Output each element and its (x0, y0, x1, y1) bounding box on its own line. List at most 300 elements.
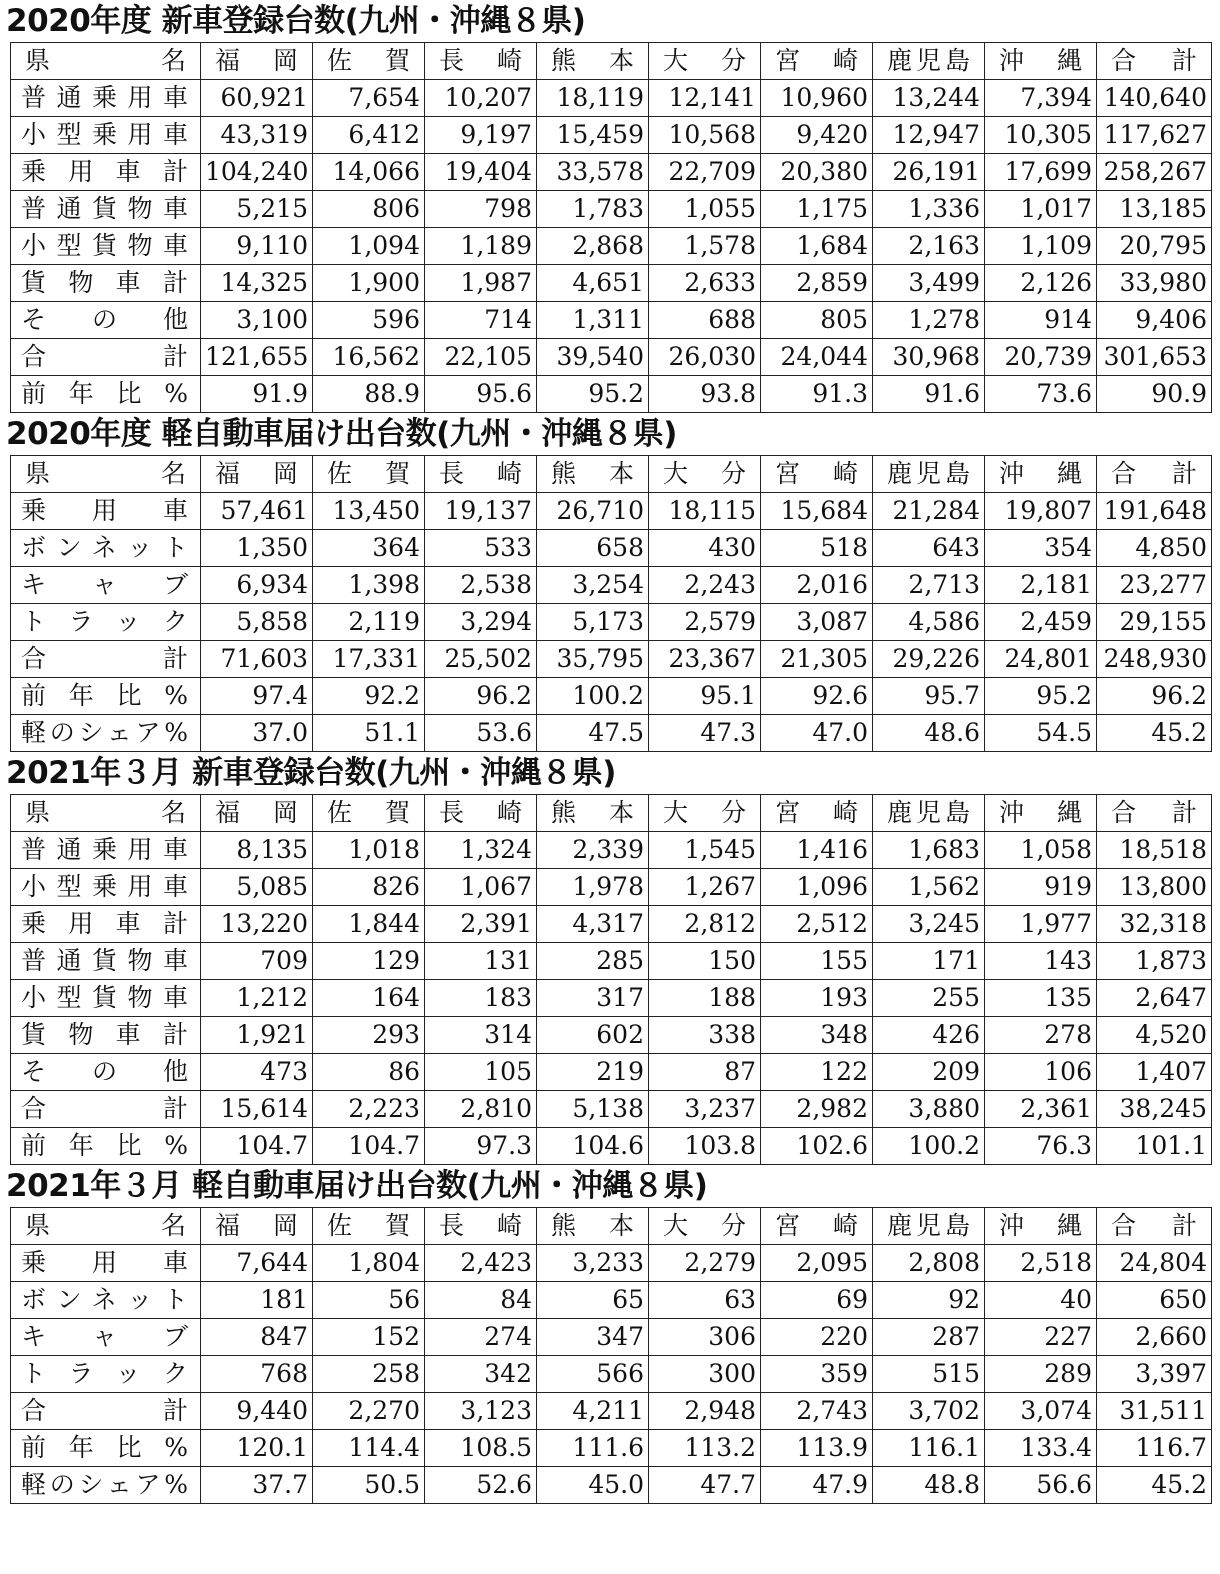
table-cell: 2,743 (761, 1393, 873, 1430)
row-label: 軽のシェア% (11, 715, 201, 752)
table-row (11, 567, 1212, 604)
table-cell: 45.2 (1097, 1467, 1212, 1504)
table-cell: 1,278 (873, 302, 985, 339)
table-cell: 3,254 (537, 567, 649, 604)
table-cell: 95.6 (425, 376, 537, 413)
table-cell: 90.9 (1097, 376, 1212, 413)
column-header: 県名 (11, 1208, 201, 1245)
table-cell: 19,404 (425, 154, 537, 191)
table-cell: 88.9 (313, 376, 425, 413)
table-cell: 805 (761, 302, 873, 339)
table-row (11, 117, 1212, 154)
table-cell: 9,110 (201, 228, 313, 265)
table-cell: 2,518 (985, 1245, 1097, 1282)
table-cell: 102.6 (761, 1128, 873, 1165)
row-label: 貨物車計 (11, 265, 201, 302)
column-header: 県名 (11, 795, 201, 832)
table-cell: 1,416 (761, 832, 873, 869)
table-cell: 38,245 (1097, 1091, 1212, 1128)
table-cell: 364 (313, 530, 425, 567)
table-cell: 129 (313, 943, 425, 980)
table-cell: 338 (649, 1017, 761, 1054)
table-cell: 16,562 (313, 339, 425, 376)
table-cell: 6,412 (313, 117, 425, 154)
column-header: 鹿児島 (873, 795, 985, 832)
table-cell: 1,017 (985, 191, 1097, 228)
table-cell: 73.6 (985, 376, 1097, 413)
table-cell: 798 (425, 191, 537, 228)
table-cell: 1,684 (761, 228, 873, 265)
table-cell: 23,277 (1097, 567, 1212, 604)
table-row (11, 493, 1212, 530)
table-cell: 21,305 (761, 641, 873, 678)
table-cell: 2,579 (649, 604, 761, 641)
table-cell: 643 (873, 530, 985, 567)
table-cell: 1,109 (985, 228, 1097, 265)
column-header: 沖縄 (985, 456, 1097, 493)
table-cell: 116.1 (873, 1430, 985, 1467)
table-cell: 104.7 (313, 1128, 425, 1165)
data-table (10, 42, 1212, 413)
table-row (11, 1393, 1212, 1430)
table-cell: 93.8 (649, 376, 761, 413)
table-cell: 97.4 (201, 678, 313, 715)
table-cell: 13,800 (1097, 869, 1212, 906)
table-cell: 33,578 (537, 154, 649, 191)
row-label: 軽のシェア% (11, 1467, 201, 1504)
table-cell: 121,655 (201, 339, 313, 376)
table-cell: 91.3 (761, 376, 873, 413)
table-cell: 533 (425, 530, 537, 567)
table-cell: 29,226 (873, 641, 985, 678)
table-cell: 2,713 (873, 567, 985, 604)
column-header: 大分 (649, 456, 761, 493)
table-cell: 1,350 (201, 530, 313, 567)
table-cell: 2,223 (313, 1091, 425, 1128)
table-cell: 596 (313, 302, 425, 339)
table-cell: 1,804 (313, 1245, 425, 1282)
table-cell: 60,921 (201, 80, 313, 117)
table-cell: 100.2 (873, 1128, 985, 1165)
table-cell: 306 (649, 1319, 761, 1356)
table-cell: 100.2 (537, 678, 649, 715)
row-label: 小型貨物車 (11, 228, 201, 265)
header-row (11, 795, 1212, 832)
table-cell: 2,808 (873, 1245, 985, 1282)
table-cell: 658 (537, 530, 649, 567)
table-cell: 45.2 (1097, 715, 1212, 752)
table-cell: 354 (985, 530, 1097, 567)
table-cell: 50.5 (313, 1467, 425, 1504)
section-title: 2020年度 軽自動車届け出台数(九州・沖縄８県) (6, 416, 677, 452)
column-header: 大分 (649, 1208, 761, 1245)
table-cell: 24,801 (985, 641, 1097, 678)
table-cell: 430 (649, 530, 761, 567)
column-header: 宮崎 (761, 43, 873, 80)
table-cell: 6,934 (201, 567, 313, 604)
table-cell: 4,520 (1097, 1017, 1212, 1054)
table-cell: 25,502 (425, 641, 537, 678)
column-header: 合計 (1097, 795, 1212, 832)
table-cell: 2,391 (425, 906, 537, 943)
table-row (11, 1430, 1212, 1467)
column-header: 長崎 (425, 43, 537, 80)
table-cell: 1,212 (201, 980, 313, 1017)
table-cell: 45.0 (537, 1467, 649, 1504)
table-cell: 1,562 (873, 869, 985, 906)
table-cell: 10,960 (761, 80, 873, 117)
table-cell: 92 (873, 1282, 985, 1319)
table-cell: 3,880 (873, 1091, 985, 1128)
row-label: その他 (11, 302, 201, 339)
table-cell: 84 (425, 1282, 537, 1319)
row-label: 普通貨物車 (11, 943, 201, 980)
table-cell: 1,398 (313, 567, 425, 604)
table-cell: 91.9 (201, 376, 313, 413)
row-label: 普通乗用車 (11, 80, 201, 117)
row-label: 合計 (11, 1091, 201, 1128)
table-cell: 183 (425, 980, 537, 1017)
table-cell: 1,407 (1097, 1054, 1212, 1091)
column-header: 福岡 (201, 795, 313, 832)
table-cell: 19,807 (985, 493, 1097, 530)
table-cell: 104,240 (201, 154, 313, 191)
table-cell: 650 (1097, 1282, 1212, 1319)
table-row (11, 80, 1212, 117)
table-cell: 1,844 (313, 906, 425, 943)
table-cell: 4,211 (537, 1393, 649, 1430)
table-cell: 12,141 (649, 80, 761, 117)
table-cell: 120.1 (201, 1430, 313, 1467)
table-cell: 1,873 (1097, 943, 1212, 980)
table-cell: 317 (537, 980, 649, 1017)
table-row (11, 265, 1212, 302)
row-label: 貨物車計 (11, 1017, 201, 1054)
row-label: キャブ (11, 567, 201, 604)
column-header: 熊本 (537, 456, 649, 493)
table-cell: 248,930 (1097, 641, 1212, 678)
table-cell: 3,074 (985, 1393, 1097, 1430)
table-row (11, 1282, 1212, 1319)
row-label: 前年比% (11, 678, 201, 715)
table-row (11, 943, 1212, 980)
table-cell: 91.6 (873, 376, 985, 413)
column-header: 県名 (11, 456, 201, 493)
table-cell: 24,044 (761, 339, 873, 376)
row-label: 前年比% (11, 1430, 201, 1467)
row-label: 合計 (11, 339, 201, 376)
table-cell: 1,987 (425, 265, 537, 302)
data-table (10, 1207, 1212, 1504)
table-cell: 32,318 (1097, 906, 1212, 943)
table-cell: 63 (649, 1282, 761, 1319)
table-cell: 919 (985, 869, 1097, 906)
table-cell: 29,155 (1097, 604, 1212, 641)
table-cell: 71,603 (201, 641, 313, 678)
table-cell: 300 (649, 1356, 761, 1393)
table-cell: 13,220 (201, 906, 313, 943)
table-cell: 289 (985, 1356, 1097, 1393)
table-cell: 1,058 (985, 832, 1097, 869)
table-cell: 131 (425, 943, 537, 980)
table-cell: 2,119 (313, 604, 425, 641)
table-cell: 1,094 (313, 228, 425, 265)
table-cell: 47.9 (761, 1467, 873, 1504)
column-header: 佐賀 (313, 456, 425, 493)
table-cell: 2,660 (1097, 1319, 1212, 1356)
section-title: 2021年３月 新車登録台数(九州・沖縄８県) (6, 755, 616, 791)
column-header: 鹿児島 (873, 43, 985, 80)
table-cell: 76.3 (985, 1128, 1097, 1165)
table-cell: 348 (761, 1017, 873, 1054)
table-cell: 602 (537, 1017, 649, 1054)
table-cell: 1,324 (425, 832, 537, 869)
table-cell: 3,499 (873, 265, 985, 302)
column-header: 宮崎 (761, 795, 873, 832)
column-header: 大分 (649, 795, 761, 832)
table-row (11, 1128, 1212, 1165)
column-header: 鹿児島 (873, 1208, 985, 1245)
row-label: 乗用車 (11, 1245, 201, 1282)
table-cell: 426 (873, 1017, 985, 1054)
table-cell: 106 (985, 1054, 1097, 1091)
table-cell: 48.6 (873, 715, 985, 752)
table-cell: 47.3 (649, 715, 761, 752)
table-cell: 220 (761, 1319, 873, 1356)
table-cell: 255 (873, 980, 985, 1017)
table-cell: 26,191 (873, 154, 985, 191)
table-cell: 3,087 (761, 604, 873, 641)
row-label: その他 (11, 1054, 201, 1091)
table-cell: 847 (201, 1319, 313, 1356)
table-cell: 2,181 (985, 567, 1097, 604)
row-label: 小型乗用車 (11, 117, 201, 154)
table-cell: 768 (201, 1356, 313, 1393)
row-label: 前年比% (11, 376, 201, 413)
table-cell: 2,016 (761, 567, 873, 604)
table-row (11, 980, 1212, 1017)
table-cell: 5,215 (201, 191, 313, 228)
table-cell: 108.5 (425, 1430, 537, 1467)
table-cell: 2,512 (761, 906, 873, 943)
table-cell: 15,684 (761, 493, 873, 530)
table-cell: 9,406 (1097, 302, 1212, 339)
table-cell: 5,138 (537, 1091, 649, 1128)
table-cell: 8,135 (201, 832, 313, 869)
table-cell: 65 (537, 1282, 649, 1319)
table-cell: 227 (985, 1319, 1097, 1356)
table-cell: 826 (313, 869, 425, 906)
table-cell: 3,702 (873, 1393, 985, 1430)
table-cell: 48.8 (873, 1467, 985, 1504)
data-table (10, 455, 1212, 752)
table-cell: 359 (761, 1356, 873, 1393)
column-header: 沖縄 (985, 795, 1097, 832)
column-header: 佐賀 (313, 43, 425, 80)
header-row (11, 456, 1212, 493)
column-header: 沖縄 (985, 1208, 1097, 1245)
table-cell: 143 (985, 943, 1097, 980)
table-cell: 15,614 (201, 1091, 313, 1128)
table-cell: 2,982 (761, 1091, 873, 1128)
table-cell: 18,518 (1097, 832, 1212, 869)
table-row (11, 154, 1212, 191)
table-cell: 116.7 (1097, 1430, 1212, 1467)
table-row (11, 1054, 1212, 1091)
table-cell: 164 (313, 980, 425, 1017)
table-cell: 314 (425, 1017, 537, 1054)
row-label: 普通乗用車 (11, 832, 201, 869)
table-cell: 2,270 (313, 1393, 425, 1430)
table-cell: 104.7 (201, 1128, 313, 1165)
table-cell: 31,511 (1097, 1393, 1212, 1430)
table-cell: 92.2 (313, 678, 425, 715)
table-cell: 342 (425, 1356, 537, 1393)
table-cell: 17,699 (985, 154, 1097, 191)
row-label: トラック (11, 604, 201, 641)
table-cell: 1,018 (313, 832, 425, 869)
table-cell: 140,640 (1097, 80, 1212, 117)
table-cell: 10,207 (425, 80, 537, 117)
table-cell: 2,163 (873, 228, 985, 265)
table-cell: 20,380 (761, 154, 873, 191)
column-header: 沖縄 (985, 43, 1097, 80)
table-row (11, 641, 1212, 678)
table-cell: 23,367 (649, 641, 761, 678)
table-cell: 111.6 (537, 1430, 649, 1467)
table-cell: 113.2 (649, 1430, 761, 1467)
table-cell: 209 (873, 1054, 985, 1091)
table-cell: 17,331 (313, 641, 425, 678)
column-header: 合計 (1097, 456, 1212, 493)
table-cell: 26,710 (537, 493, 649, 530)
data-table (10, 794, 1212, 1165)
row-label: ボンネット (11, 1282, 201, 1319)
table-cell: 87 (649, 1054, 761, 1091)
row-label: 乗用車計 (11, 906, 201, 943)
table-cell: 258,267 (1097, 154, 1212, 191)
table-cell: 193 (761, 980, 873, 1017)
table-cell: 57,461 (201, 493, 313, 530)
table-cell: 2,361 (985, 1091, 1097, 1128)
column-header: 福岡 (201, 456, 313, 493)
table-cell: 97.3 (425, 1128, 537, 1165)
table-cell: 43,319 (201, 117, 313, 154)
table-cell: 2,859 (761, 265, 873, 302)
table-row (11, 302, 1212, 339)
table-cell: 2,339 (537, 832, 649, 869)
table-section-1 (0, 413, 1220, 752)
table-cell: 103.8 (649, 1128, 761, 1165)
column-header: 長崎 (425, 795, 537, 832)
table-cell: 22,105 (425, 339, 537, 376)
table-row (11, 1356, 1212, 1393)
table-cell: 2,812 (649, 906, 761, 943)
table-cell: 1,783 (537, 191, 649, 228)
table-cell: 51.1 (313, 715, 425, 752)
table-cell: 278 (985, 1017, 1097, 1054)
row-label: 乗用車計 (11, 154, 201, 191)
table-row (11, 1091, 1212, 1128)
column-header: 県名 (11, 43, 201, 80)
table-cell: 95.1 (649, 678, 761, 715)
table-row (11, 906, 1212, 943)
table-row (11, 530, 1212, 567)
table-cell: 47.7 (649, 1467, 761, 1504)
table-cell: 2,868 (537, 228, 649, 265)
table-cell: 4,317 (537, 906, 649, 943)
row-label: キャブ (11, 1319, 201, 1356)
table-row (11, 376, 1212, 413)
column-header: 熊本 (537, 795, 649, 832)
table-section-3 (0, 1165, 1220, 1504)
table-section-2 (0, 752, 1220, 1165)
row-label: 合計 (11, 641, 201, 678)
column-header: 長崎 (425, 1208, 537, 1245)
table-cell: 4,850 (1097, 530, 1212, 567)
column-header: 合計 (1097, 1208, 1212, 1245)
table-cell: 2,126 (985, 265, 1097, 302)
table-cell: 26,030 (649, 339, 761, 376)
table-cell: 150 (649, 943, 761, 980)
table-row (11, 715, 1212, 752)
table-cell: 171 (873, 943, 985, 980)
header-row (11, 1208, 1212, 1245)
table-cell: 3,397 (1097, 1356, 1212, 1393)
table-cell: 3,123 (425, 1393, 537, 1430)
table-cell: 287 (873, 1319, 985, 1356)
row-label: 小型乗用車 (11, 869, 201, 906)
table-cell: 155 (761, 943, 873, 980)
row-label: ボンネット (11, 530, 201, 567)
table-cell: 3,100 (201, 302, 313, 339)
table-cell: 806 (313, 191, 425, 228)
table-cell: 709 (201, 943, 313, 980)
header-row (11, 43, 1212, 80)
table-cell: 3,233 (537, 1245, 649, 1282)
row-label: 普通貨物車 (11, 191, 201, 228)
section-title: 2021年３月 軽自動車届け出台数(九州・沖縄８県) (6, 1168, 708, 1204)
table-cell: 95.2 (985, 678, 1097, 715)
table-cell: 54.5 (985, 715, 1097, 752)
table-row (11, 678, 1212, 715)
table-cell: 191,648 (1097, 493, 1212, 530)
table-row (11, 1245, 1212, 1282)
table-cell: 15,459 (537, 117, 649, 154)
table-cell: 47.0 (761, 715, 873, 752)
table-cell: 1,067 (425, 869, 537, 906)
table-cell: 3,245 (873, 906, 985, 943)
table-cell: 515 (873, 1356, 985, 1393)
table-cell: 53.6 (425, 715, 537, 752)
column-header: 宮崎 (761, 456, 873, 493)
column-header: 大分 (649, 43, 761, 80)
table-cell: 219 (537, 1054, 649, 1091)
column-header: 長崎 (425, 456, 537, 493)
table-cell: 96.2 (1097, 678, 1212, 715)
table-cell: 2,647 (1097, 980, 1212, 1017)
table-cell: 7,394 (985, 80, 1097, 117)
table-cell: 285 (537, 943, 649, 980)
table-section-0 (0, 0, 1220, 413)
table-cell: 37.0 (201, 715, 313, 752)
table-cell: 101.1 (1097, 1128, 1212, 1165)
column-header: 鹿児島 (873, 456, 985, 493)
table-cell: 2,279 (649, 1245, 761, 1282)
table-cell: 1,978 (537, 869, 649, 906)
table-cell: 1,921 (201, 1017, 313, 1054)
table-cell: 37.7 (201, 1467, 313, 1504)
